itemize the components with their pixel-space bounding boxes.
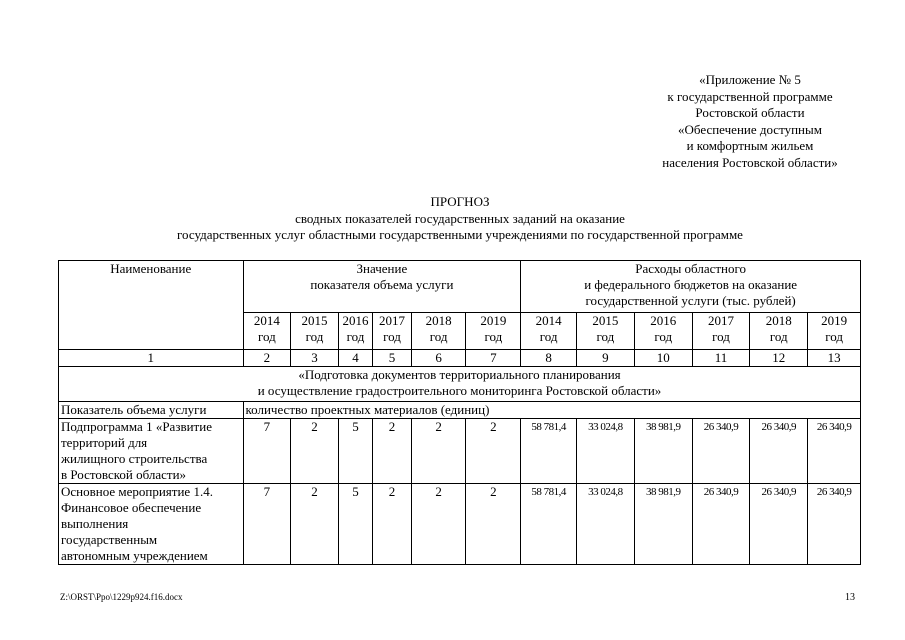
appendix-line: Ростовской области (695, 105, 805, 120)
year-unit: год (346, 329, 365, 344)
row-name-line: выполнения (61, 516, 129, 531)
year-unit: год (539, 329, 558, 344)
column-number: 6 (411, 350, 466, 367)
year: 2018 (765, 313, 792, 328)
year-unit: год (825, 329, 843, 344)
section-title (59, 367, 861, 402)
expense-cell: 58 781,4 (521, 484, 577, 565)
page-number: 13 (845, 592, 855, 603)
year-cell (808, 313, 861, 350)
title-line: сводных показателей государственных заданий на оказание (295, 210, 625, 226)
expense-cell: 26 340,9 (750, 484, 808, 565)
volume-cell: 7 (243, 419, 291, 484)
column-number: 2 (243, 350, 291, 367)
row-name-line: в Ростовской области» (61, 467, 187, 482)
year-unit: год (596, 329, 615, 344)
expense-cell: 33 024,8 (577, 419, 635, 484)
title-heading: ПРОГНОЗ (430, 194, 490, 209)
year: 2014 (535, 313, 562, 328)
volume-cell: 2 (466, 484, 521, 565)
row-name-line: Подпрограмма 1 «Развитие (61, 419, 212, 434)
header-line: и федерального бюджетов на оказание (584, 277, 798, 292)
year-unit: год (712, 329, 730, 344)
volume-cell: 2 (291, 419, 339, 484)
header-line: показателя объема услуги (310, 277, 454, 292)
col-expense-header (521, 261, 861, 313)
year: 2016 (342, 313, 369, 328)
forecast-table (58, 260, 861, 565)
column-numbers-row (59, 350, 861, 367)
year-unit: год (429, 329, 448, 344)
year-unit: год (484, 329, 503, 344)
row-name (59, 419, 244, 484)
year-cell (243, 313, 291, 350)
volume-cell: 2 (291, 484, 339, 565)
volume-cell: 5 (338, 484, 372, 565)
expense-cell: 26 340,9 (808, 419, 861, 484)
year: 2017 (707, 313, 734, 328)
volume-cell: 2 (411, 419, 466, 484)
document-title (60, 194, 860, 244)
row-name-line: Основное мероприятие 1.4. (61, 484, 213, 499)
year: 2015 (301, 313, 328, 328)
column-number: 9 (577, 350, 635, 367)
section-title-line: «Подготовка документов территориального планирования (298, 367, 621, 382)
row-name-line: государственным (61, 532, 158, 547)
expense-cell: 26 340,9 (692, 419, 750, 484)
year: 2016 (650, 313, 677, 328)
row-name-line: Финансовое обеспечение (61, 500, 202, 515)
column-number: 8 (521, 350, 577, 367)
col-value-header (243, 261, 521, 313)
expense-cell: 58 781,4 (521, 419, 577, 484)
file-path: Z:\ORST\Ppo\1229p924.f16.docx (60, 592, 183, 602)
column-number: 10 (634, 350, 692, 367)
year: 2019 (480, 313, 507, 328)
year: 2015 (592, 313, 619, 328)
column-number: 11 (692, 350, 750, 367)
row-name-line: жилищного строительства (61, 451, 208, 466)
column-number: 7 (466, 350, 521, 367)
year-cell (634, 313, 692, 350)
row-name-line: территорий для (61, 435, 148, 450)
year-unit: год (257, 329, 276, 344)
year-cell (411, 313, 466, 350)
year-cell (466, 313, 521, 350)
title-line: государственных услуг областными государственными учреждениями по государственной программе (177, 227, 743, 242)
volume-cell: 2 (466, 419, 521, 484)
volume-cell: 5 (338, 419, 372, 484)
year-unit: год (654, 329, 673, 344)
expense-cell: 38 981,9 (634, 419, 692, 484)
indicator-value: количество проектных материалов (единиц) (243, 402, 861, 419)
year-unit: год (305, 329, 324, 344)
year: 2018 (425, 313, 452, 328)
row-name-line: автономным учреждением (61, 548, 208, 563)
appendix-line: к государственной программе (667, 88, 833, 104)
year-cell (338, 313, 372, 350)
expense-cell: 33 024,8 (577, 484, 635, 565)
year-cell (521, 313, 577, 350)
appendix-line: «Приложение № 5 (699, 72, 801, 87)
year-cell (692, 313, 750, 350)
column-number: 3 (291, 350, 339, 367)
year-cell (750, 313, 808, 350)
header-line: государственной услуги (тыс. рублей) (585, 293, 796, 308)
volume-cell: 2 (373, 419, 412, 484)
year-unit: год (383, 329, 401, 344)
expense-cell: 26 340,9 (808, 484, 861, 565)
col-name-header: Наименование (59, 261, 244, 350)
volume-cell: 2 (373, 484, 412, 565)
header-line: Расходы областного (635, 261, 747, 276)
column-number: 13 (808, 350, 861, 367)
year: 2014 (253, 313, 280, 328)
expense-cell: 26 340,9 (750, 419, 808, 484)
column-number: 1 (59, 350, 244, 367)
header-line: Значение (356, 261, 408, 276)
volume-cell: 7 (243, 484, 291, 565)
appendix-line: населения Ростовской области» (662, 154, 838, 170)
indicator-row (59, 402, 861, 419)
table-row (59, 419, 861, 484)
table-row (59, 484, 861, 565)
year-cell (291, 313, 339, 350)
column-number: 4 (338, 350, 372, 367)
year: 2019 (821, 313, 848, 328)
expense-cell: 38 981,9 (634, 484, 692, 565)
section-row (59, 367, 861, 402)
section-title-line: и осуществление градостроительного мониторинга Ростовской области» (257, 383, 662, 398)
year-cell (373, 313, 412, 350)
indicator-label: Показатель объема услуги (59, 402, 244, 419)
column-number: 5 (373, 350, 412, 367)
appendix-line: «Обеспечение доступным (678, 121, 822, 137)
appendix-line: и комфортным жильем (686, 138, 814, 153)
year: 2017 (378, 313, 405, 328)
expense-cell: 26 340,9 (692, 484, 750, 565)
row-name (59, 484, 244, 565)
year-cell (577, 313, 635, 350)
appendix-header (600, 72, 900, 171)
header-row (59, 261, 861, 313)
volume-cell: 2 (411, 484, 466, 565)
column-number: 12 (750, 350, 808, 367)
year-unit: год (769, 329, 788, 344)
